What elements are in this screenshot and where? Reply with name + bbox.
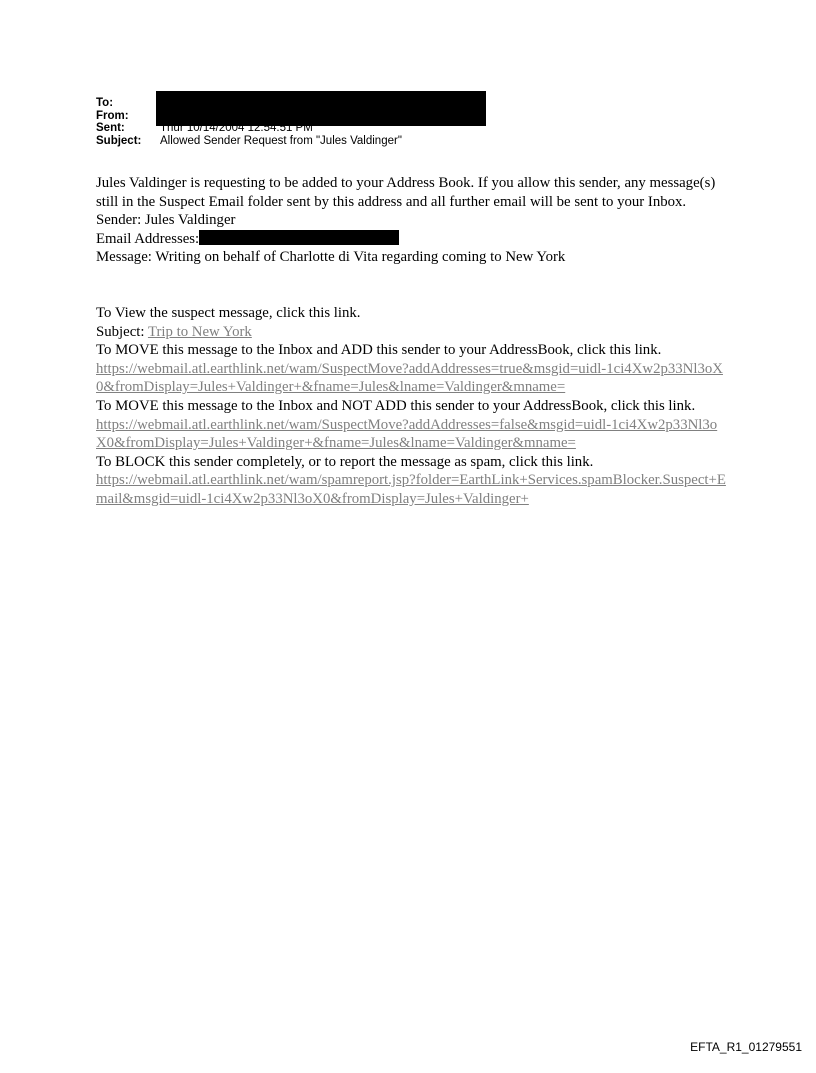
view-line: To View the suspect message, click this link. bbox=[96, 304, 361, 321]
header-to-row bbox=[96, 97, 402, 110]
to-label: To: bbox=[96, 97, 114, 109]
email-addresses-line bbox=[96, 230, 726, 249]
subject-label: Subject: bbox=[96, 134, 142, 147]
bates-number: EFTA_R1_01279551 bbox=[690, 1040, 802, 1054]
header-from-row bbox=[96, 110, 402, 123]
sender-line: Sender: Jules Valdinger bbox=[96, 212, 236, 229]
message-line: Message: Writing on behalf of Charlotte di Vita regarding coming to New York bbox=[96, 249, 566, 266]
subject-link-line bbox=[96, 323, 726, 342]
sent-label: Sent: bbox=[96, 122, 125, 134]
block-spam-link[interactable]: https://webmail.atl.earthlink.net/wam/spamreport.jsp?folder=EarthLink+Services.spamBlocker.Suspect+Email&msgid=uidl-1ci4Xw2p33Nl3oX0&fromDisplay=Jules+Valdinger+ bbox=[96, 472, 726, 507]
subject-value: Allowed Sender Request from "Jules Valdinger" bbox=[160, 134, 402, 147]
email-header bbox=[96, 97, 402, 147]
sent-value: Thur 10/14/2004 12:54:51 PM bbox=[160, 122, 313, 134]
block-line: To BLOCK this sender completely, or to report the message as spam, click this link. bbox=[96, 453, 594, 470]
email-body bbox=[96, 174, 726, 509]
header-subject-row bbox=[96, 135, 402, 148]
intro-paragraph: Jules Valdinger is requesting to be added to your Address Book. If you allow this sender, any message(s) still in the Suspect Email folder sent by this address and all further email will be sent to your Inbox. bbox=[96, 175, 716, 210]
redaction-bar-email bbox=[199, 230, 399, 245]
header-sent-row bbox=[96, 122, 402, 135]
spacer bbox=[96, 267, 726, 304]
move-add-line: To MOVE this message to the Inbox and ADD this sender to your AddressBook, click this link. bbox=[96, 342, 662, 359]
move-noadd-link[interactable]: https://webmail.atl.earthlink.net/wam/SuspectMove?addAddresses=false&msgid=uidl-1ci4Xw2p33Nl3oX0&fromDisplay=Jules+Valdinger+&fname=Jules&lname=Valdinger&mname= bbox=[96, 416, 718, 452]
move-add-link[interactable]: https://webmail.atl.earthlink.net/wam/SuspectMove?addAddresses=true&msgid=uidl-1ci4Xw2p33Nl3oX0&fromDisplay=Jules+Valdinger+&fname=Jules&lname=Valdinger&mname= bbox=[96, 360, 723, 396]
from-label: From: bbox=[96, 109, 129, 122]
email-addresses-label: Email Addresses: bbox=[96, 230, 200, 247]
subject-link-label: Subject: bbox=[96, 323, 148, 340]
trip-to-new-york-link[interactable]: Trip to New York bbox=[147, 323, 252, 340]
move-noadd-line: To MOVE this message to the Inbox and NOT ADD this sender to your AddressBook, click this link. bbox=[96, 397, 696, 414]
